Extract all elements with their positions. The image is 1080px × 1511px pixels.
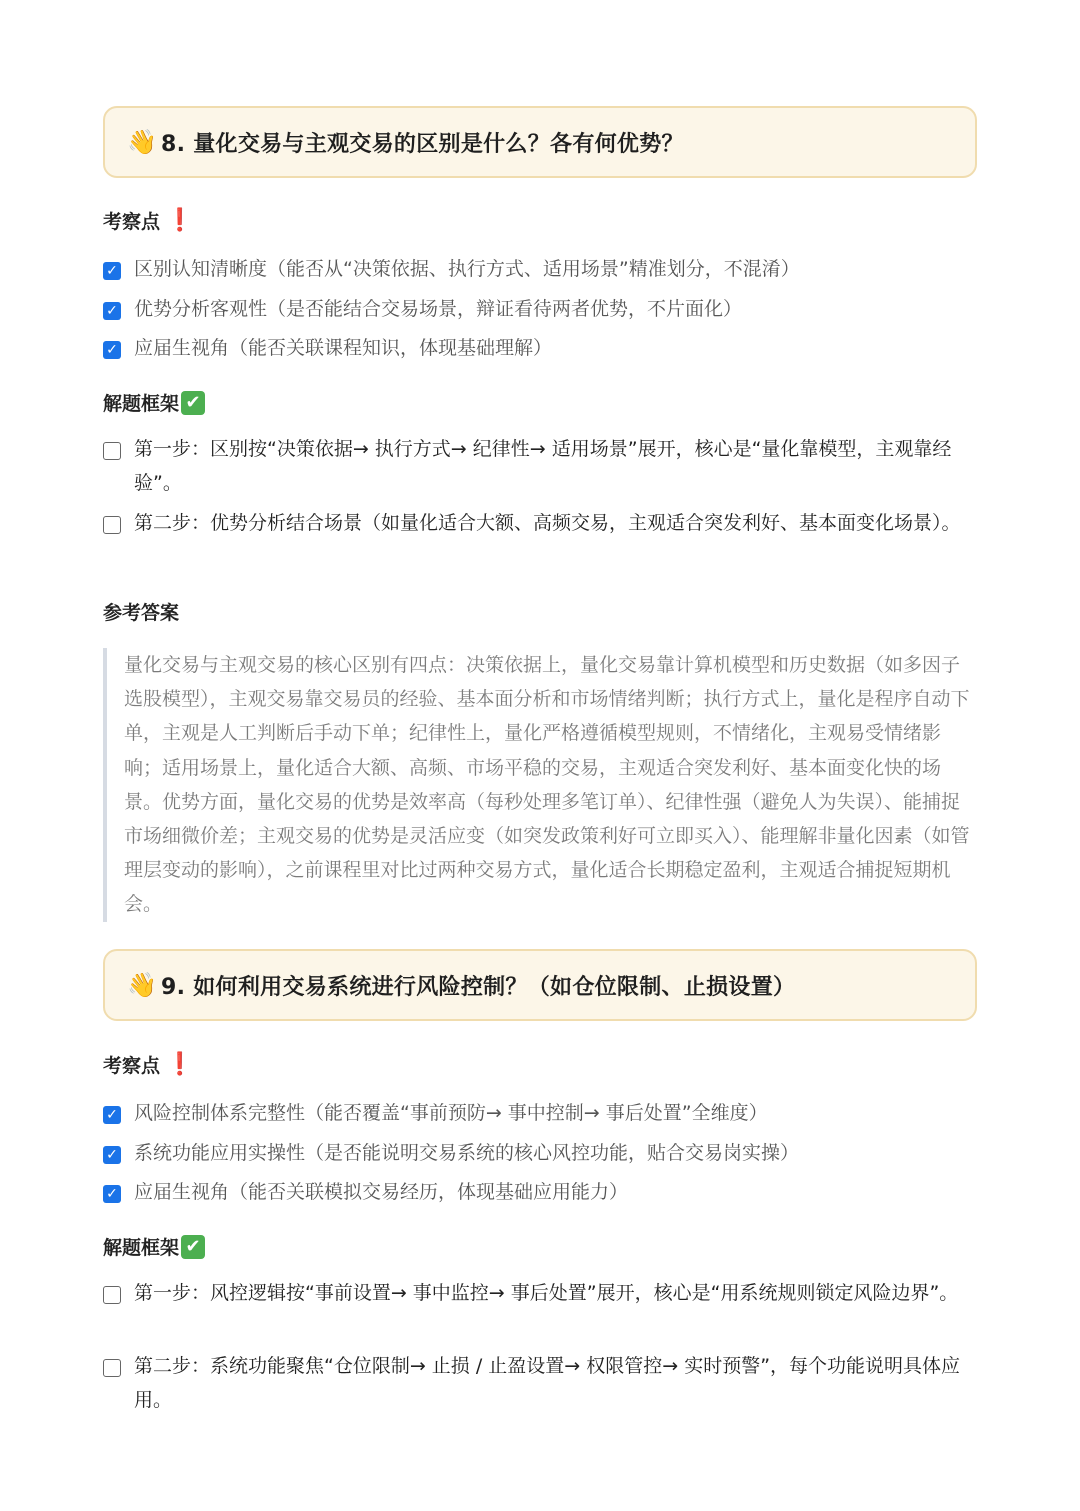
unchecked-checkbox-icon[interactable] [103, 1359, 121, 1377]
unchecked-checkbox-icon[interactable] [103, 442, 121, 460]
green-check-icon: ✔ [181, 1235, 205, 1259]
q8-framework-item-2 [103, 512, 963, 540]
exclamation-icon: ❗ [166, 1052, 194, 1077]
q9-kaocha-item-2 [103, 1142, 963, 1170]
q9-kaocha-title: 考察点 [103, 1055, 161, 1077]
checked-checkbox-icon[interactable]: ✓ [103, 1185, 121, 1203]
q8-answer-blockquote: 量化交易与主观交易的核心区别有四点：决策依据上，量化交易靠计算机模型和历史数据（如多因子选股模型），主观交易靠交易员的经验、基本面分析和市场情绪判断；执行方式上，量化是程序自动下单，主观是人工判断后手动下单；纪律性上，量化严格遵循模型规则，不情绪化，主观易受情绪影响；适用场景上，量化适合大额、高频、市场平稳的交易，主观适合突发利好、基本面变化快的场景。优势方面，量化交易的优势是效率高（每秒处理多笔订单）、纪律性强（避免人为失误）、能捕捉市场细微价差；主观交易的优势是灵活应变（如突发政策利好可立即买入）、能理解非量化因素（如管理层变动的影响），之前课程里对比过两种交易方式，量化适合长期稳定盈利，主观适合捕捉短期机会。 [103, 648, 973, 922]
question-9-title: 9. 如何利用交易系统进行风险控制？（如仓位限制、止损设置） [161, 974, 796, 1000]
q8-kaocha-title: 考察点 [103, 211, 161, 233]
q8-framework-item-text: 第二步：优势分析结合场景（如量化适合大额、高频交易，主观适合突发利好、基本面变化场景）。 [134, 512, 961, 534]
waving-hand-icon: 👋 [127, 128, 157, 156]
q9-kaocha-item-text: 系统功能应用实操性（是否能说明交易系统的核心风控功能，贴合交易岗实操） [134, 1142, 800, 1164]
q9-framework-item-text: 第一步：风控逻辑按“事前设置→ 事中监控→ 事后处置”展开，核心是“用系统规则锁定风险边界”。 [134, 1282, 959, 1304]
q8-framework-heading [103, 389, 205, 416]
unchecked-checkbox-icon[interactable] [103, 1286, 121, 1304]
q8-kaocha-item-3 [103, 337, 963, 365]
q8-framework-item-text: 第一步：区别按“决策依据→ 执行方式→ 纪律性→ 适用场景”展开，核心是“量化靠模型，主观靠经验”。 [134, 438, 952, 494]
q8-kaocha-item-1 [103, 258, 963, 286]
green-check-icon: ✔ [181, 391, 205, 415]
q8-kaocha-heading [103, 207, 193, 234]
question-9-card [103, 949, 977, 1021]
q9-kaocha-item-text: 应届生视角（能否关联模拟交易经历，体现基础应用能力） [134, 1181, 629, 1203]
q9-framework-title: 解题框架 [103, 1237, 180, 1259]
waving-hand-icon: 👋 [127, 971, 157, 999]
q8-answer-heading [103, 598, 179, 625]
q8-answer-title: 参考答案 [103, 602, 180, 624]
q8-kaocha-item-text: 优势分析客观性（是否能结合交易场景，辩证看待两者优势，不片面化） [134, 298, 743, 320]
q8-kaocha-item-text: 应届生视角（能否关联课程知识，体现基础理解） [134, 337, 553, 359]
q9-kaocha-item-3 [103, 1181, 963, 1209]
unchecked-checkbox-icon[interactable] [103, 516, 121, 534]
q8-framework-item-1 [103, 438, 963, 500]
checked-checkbox-icon[interactable]: ✓ [103, 1146, 121, 1164]
checked-checkbox-icon[interactable]: ✓ [103, 302, 121, 320]
q9-kaocha-heading [103, 1051, 193, 1078]
q9-framework-item-1 [103, 1282, 963, 1310]
question-8-card [103, 106, 977, 178]
q9-kaocha-item-text: 风险控制体系完整性（能否覆盖“事前预防→ 事中控制→ 事后处置”全维度） [134, 1102, 768, 1124]
q9-kaocha-item-1 [103, 1102, 963, 1130]
q8-framework-title: 解题框架 [103, 393, 180, 415]
q9-framework-item-2 [103, 1355, 963, 1417]
exclamation-icon: ❗ [166, 208, 194, 233]
checked-checkbox-icon[interactable]: ✓ [103, 262, 121, 280]
q9-framework-item-text: 第二步：系统功能聚焦“仓位限制→ 止损 / 止盈设置→ 权限管控→ 实时预警”，每个功能说明具体应用。 [134, 1355, 961, 1411]
checked-checkbox-icon[interactable]: ✓ [103, 341, 121, 359]
q8-kaocha-item-text: 区别认知清晰度（能否从“决策依据、执行方式、适用场景”精准划分，不混淆） [134, 258, 800, 280]
q9-framework-heading [103, 1233, 205, 1260]
question-8-title: 8. 量化交易与主观交易的区别是什么？各有何优势？ [161, 131, 684, 157]
checked-checkbox-icon[interactable]: ✓ [103, 1106, 121, 1124]
q8-kaocha-item-2 [103, 298, 963, 326]
